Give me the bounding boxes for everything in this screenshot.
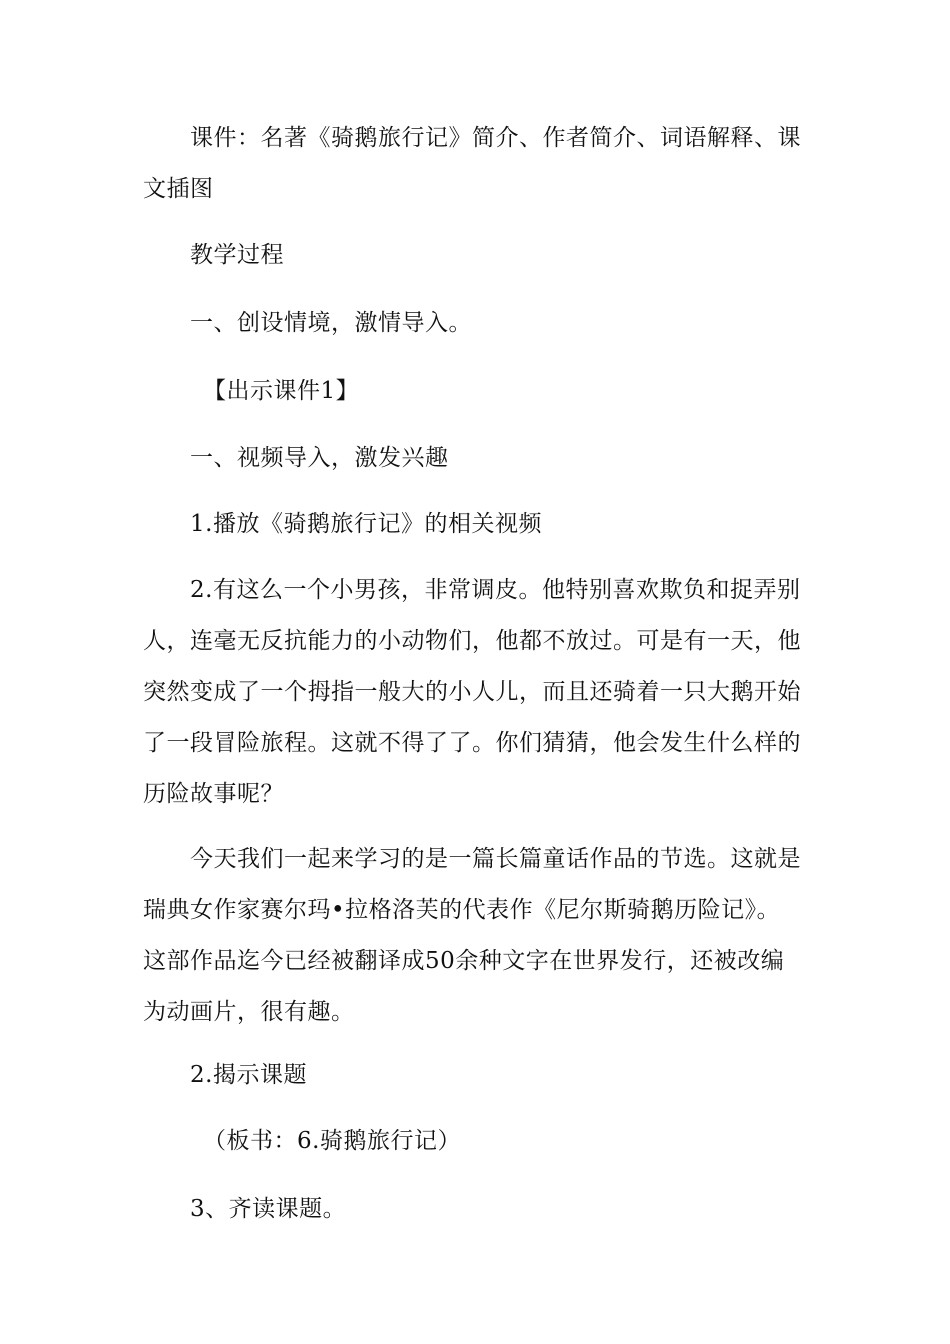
paragraph-show-courseware-1: 【出示课件1】 [203,378,360,404]
paragraph-item-1: 1.播放《骑鹅旅行记》的相关视频 [190,511,542,537]
paragraph-courseware: 课件：名著《骑鹅旅行记》简介、作者简介、词语解释、课文插图 [143,125,801,202]
paragraph-item-3: 3、齐读课题。 [190,1196,347,1222]
paragraph-item-2: 2.有这么一个小男孩，非常调皮。他特别喜欢欺负和捉弄别人，连毫无反抗能力的小动物们，他都不放过。可是有一天，他突然变成了一个拇指一般大的小人儿，而且还骑着一只大鹅开始了一段冒险旅程。这就不得了了。你们猜猜，他会发生什么样的历险故事呢？ [143,577,801,807]
paragraph-teaching-process: 教学过程 [190,242,284,268]
paragraph-board: （板书：6.骑鹅旅行记） [203,1128,461,1154]
paragraph-item-reveal: 2.揭示课题 [190,1062,307,1088]
paragraph-section-1: 一、创设情境，激情导入。 [190,310,472,336]
paragraph-today: 今天我们一起来学习的是一篇长篇童话作品的节选。这就是瑞典女作家赛尔玛•拉格洛芙的代表作《尼尔斯骑鹅历险记》。这部作品迄今已经被翻译成50余种文字在世界发行，还被改编为动画片，很有趣。 [143,846,801,1025]
paragraph-video-intro: 一、视频导入，激发兴趣 [190,445,449,471]
